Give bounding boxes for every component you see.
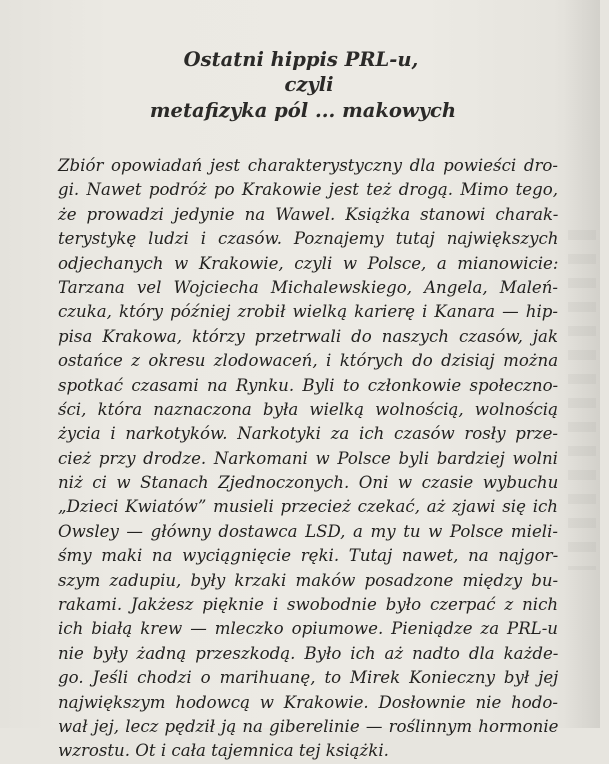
body-paragraph bbox=[58, 154, 558, 764]
text-line: rakami. Jakżesz pięknie i swobodnie było czerpać z nich bbox=[58, 595, 559, 615]
text-line: śmy maki na wyciągnięcie ręki. Tutaj nawet, na najgor- bbox=[58, 546, 559, 566]
chapter-title-line-3: metafizyka pól ... makowych bbox=[149, 99, 457, 122]
text-line: spotkać czasami na Rynku. Byli to członkowie społeczno- bbox=[58, 375, 559, 395]
text-line: pisa Krakowa, którzy przetrwali do naszych czasów, jak bbox=[58, 326, 558, 346]
text-line: szym zadupiu, były krzaki maków posadzone między bu- bbox=[58, 570, 559, 590]
text-line: niż ci w Stanach Zjednoczonych. Oni w czasie wybuchu bbox=[58, 473, 559, 493]
text-line: Tarzana vel Wojciecha Michalewskiego, Angela, Maleń- bbox=[58, 277, 559, 297]
text-line: ich białą krew — mleczko opiumowe. Pieniądze za PRL-u bbox=[58, 619, 558, 639]
text-line: Zbiór opowiadań jest charakterystyczny dla powieści dro- bbox=[58, 156, 558, 175]
text-line: nie były żadną przeszkodą. Było ich aż nadto dla każde- bbox=[58, 643, 559, 663]
text-line: cież przy drodze. Narkomani w Polsce byli bardziej wolni bbox=[58, 448, 558, 468]
text-line: go. Jeśli chodzi o marihuanę, to Mirek Konieczny był jej bbox=[58, 668, 559, 688]
text-line: odjechanych w Krakowie, czyli w Polsce, a mianowicie: bbox=[58, 253, 559, 273]
text-line: że prowadzi jedynie na Wawel. Książka stanowi charak- bbox=[58, 204, 559, 224]
text-line: terystykę ludzi i czasów. Poznajemy tutaj największych bbox=[58, 229, 559, 249]
text-line: „Dzieci Kwiatów” musieli przecież czekać, aż zjawi się ich bbox=[58, 497, 558, 517]
text-line: gi. Nawet podróż po Krakowie jest też drogą. Mimo tego, bbox=[58, 180, 559, 200]
show-through-text bbox=[568, 230, 596, 570]
text-line: ści, która naznaczona była wielką wolnością, wolnością bbox=[58, 399, 558, 419]
text-line-last: wzrostu. Ot i cała tajemnica tej książki. bbox=[58, 741, 389, 761]
text-line: czuka, który później zrobił wielką karierę i Kanara — hip- bbox=[58, 302, 558, 322]
chapter-title-line-2: czyli bbox=[284, 73, 334, 96]
text-line: wał jej, lecz pędził ją na giberelinie — roślinnym hormonie bbox=[58, 716, 559, 736]
text-line: ostańce z okresu zlodowaceń, i których do dzisiaj można bbox=[58, 351, 559, 371]
chapter-title-line-1: Ostatni hippis PRL-u, bbox=[183, 48, 419, 71]
text-line: życia i narkotyków. Narkotyki za ich czasów rosły prze- bbox=[58, 424, 558, 444]
text-line: największym hodowcą w Krakowie. Dosłownie nie hodo- bbox=[58, 692, 558, 712]
text-line: Owsley — główny dostawca LSD, a my tu w Polsce mieli- bbox=[58, 521, 558, 541]
